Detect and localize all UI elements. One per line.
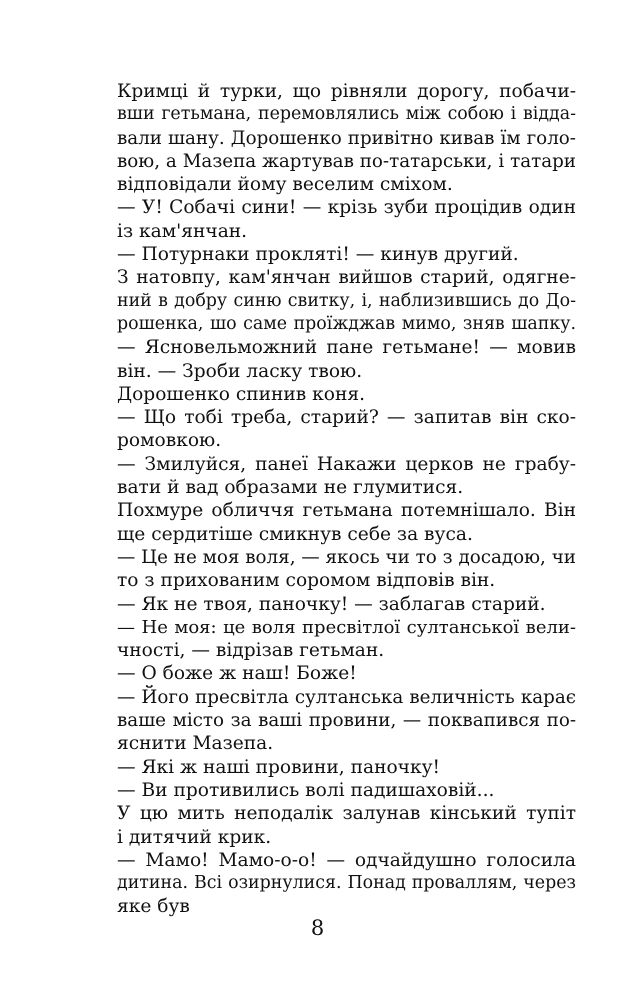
text-line: — Мамо! Мамо-о-о! — одчайдушно голосила (117, 849, 576, 871)
text-line: — Це не моя воля, — якось чи то з досадою, чи (117, 546, 576, 568)
text-line: вали шану. Дорошенко привітно кивав їм голо- (117, 127, 576, 149)
text-line: Дорошенко спинив коня. (117, 383, 366, 405)
text-line: З натовпу, кам'янчан вийшов старий, одягне- (117, 267, 576, 289)
text-line: — Ви противились волі падишаховій... (117, 779, 495, 801)
text-line: і дитячий крик. (117, 826, 272, 848)
text-line: — Його пресвітла султанська величність карає (117, 686, 576, 708)
text-line: Похмуре обличчя гетьмана потемнішало. Він (117, 500, 576, 522)
text-line: — Що тобі треба, старий? — запитав він ско- (117, 407, 576, 429)
text-line: Кримці й турки, що рівняли дорогу, побачи- (117, 81, 576, 102)
text-line: ще сердитіше смикнув себе за вуса. (117, 523, 473, 545)
text-line: вою, а Мазепа жартував по-татарськи, і татари (117, 150, 576, 172)
body-text (117, 80, 576, 919)
text-line: — Потурнаки прокляті! — кинув другий. (117, 244, 519, 266)
text-line: із кам'янчан. (117, 220, 248, 242)
text-line: яснити Мазепа. (117, 733, 274, 755)
text-line: яке був (117, 896, 190, 918)
text-line: дитина. Всі озирнулися. Понад проваллям, через (117, 873, 576, 894)
text-line: — Ясновельможний пане гетьмане! — мовив (117, 337, 576, 359)
text-line: ний в добру синю свитку, і, наблизившись до До- (117, 290, 576, 311)
text-line: — Як не твоя, паночку! — заблагав старий. (117, 593, 546, 615)
text-line: — Змилуйся, панеї Накажи церков не грабу- (117, 453, 576, 475)
text-line: ваше місто за ваші провини, — поквапився по- (117, 710, 576, 732)
text-line: — О боже ж наш! Боже! (117, 663, 357, 685)
text-line: У цю мить неподалік залунав кінський тупіт (117, 803, 576, 825)
text-line: відповідали йому веселим сміхом. (117, 174, 453, 196)
text-line: вати й вад образами не глумитися. (117, 477, 464, 499)
text-line: чності, — відрізав гетьман. (117, 640, 385, 662)
text-line: ромовкою. (117, 430, 222, 452)
text-line: — Які ж наші провини, паночку! (117, 756, 440, 778)
text-line: то з прихованим соромом відповів він. (117, 570, 496, 592)
text-line: — У! Собачі сини! — крізь зуби процідив один (117, 197, 576, 219)
text-line: він. — Зроби ласку твою. (117, 360, 363, 382)
text-line: вши гетьмана, перемовлялись між собою і відда- (117, 104, 576, 125)
page-number: 8 (310, 916, 325, 940)
text-line: — Не моя: це воля пресвітлої султанської вели- (117, 616, 576, 638)
text-line: рошенка, шо саме проїжджав мимо, зняв шапку. (117, 313, 576, 334)
